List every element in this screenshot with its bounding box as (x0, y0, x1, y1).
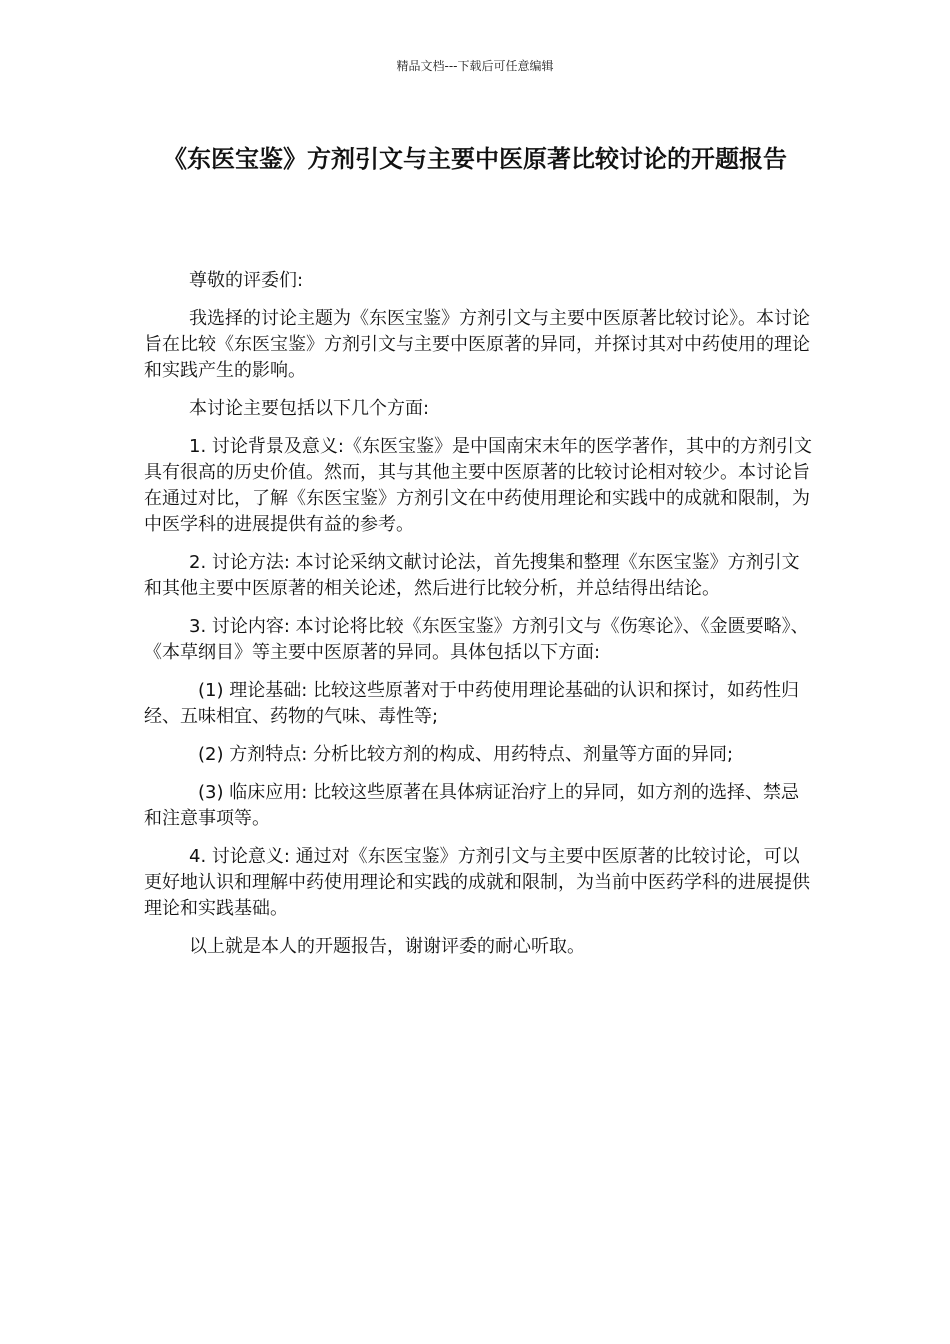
section-background: 1. 讨论背景及意义:《东医宝鉴》是中国南宋末年的医学著作，其中的方剂引文具有很高的历史价值。然而，其与其他主要中医原著的比较讨论相对较少。本讨论旨在通过对比，了解《东医宝鉴》方剂引文在中药使用理论和实践中的成就和限制，为中医学科的进展提供有益的参考。 (144, 436, 812, 535)
subsection-clinical: (3) 临床应用: 比较这些原著在具体病证治疗上的异同，如方剂的选择、禁忌和注意事项等。 (144, 782, 800, 829)
intro-paragraph: 我选择的讨论主题为《东医宝鉴》方剂引文与主要中医原著比较讨论》。本讨论旨在比较《东医宝鉴》方剂引文与主要中医原著的异同，并探讨其对中药使用的理论和实践产生的影响。 (144, 308, 810, 381)
section-content: 3. 讨论内容: 本讨论将比较《东医宝鉴》方剂引文与《伤寒论》、《金匮要略》、《本草纲目》等主要中医原著的异同。具体包括以下方面: (144, 616, 809, 663)
aspects-intro: 本讨论主要包括以下几个方面: (189, 398, 430, 419)
document-title: 《东医宝鉴》方剂引文与主要中医原著比较讨论的开题报告 (163, 145, 787, 173)
salutation: 尊敬的评委们: (189, 270, 304, 291)
section-method: 2. 讨论方法: 本讨论采纳文献讨论法，首先搜集和整理《东医宝鉴》方剂引文和其他主要中医原著的相关论述，然后进行比较分析，并总结得出结论。 (144, 552, 800, 599)
section-significance: 4. 讨论意义: 通过对《东医宝鉴》方剂引文与主要中医原著的比较讨论，可以更好地认识和理解中药使用理论和实践的成就和限制，为当前中医药学科的进展提供理论和实践基础。 (144, 846, 810, 919)
page-header: 精品文档---下载后可任意编辑 (396, 59, 554, 73)
closing-paragraph: 以上就是本人的开题报告，谢谢评委的耐心听取。 (189, 936, 585, 957)
subsection-theory: (1) 理论基础: 比较这些原著对于中药使用理论基础的认识和探讨，如药性归经、五味相宜、药物的气味、毒性等; (144, 680, 800, 727)
subsection-formula: (2) 方剂特点: 分析比较方剂的构成、用药特点、剂量等方面的异同; (198, 744, 734, 765)
document-body (144, 268, 816, 972)
